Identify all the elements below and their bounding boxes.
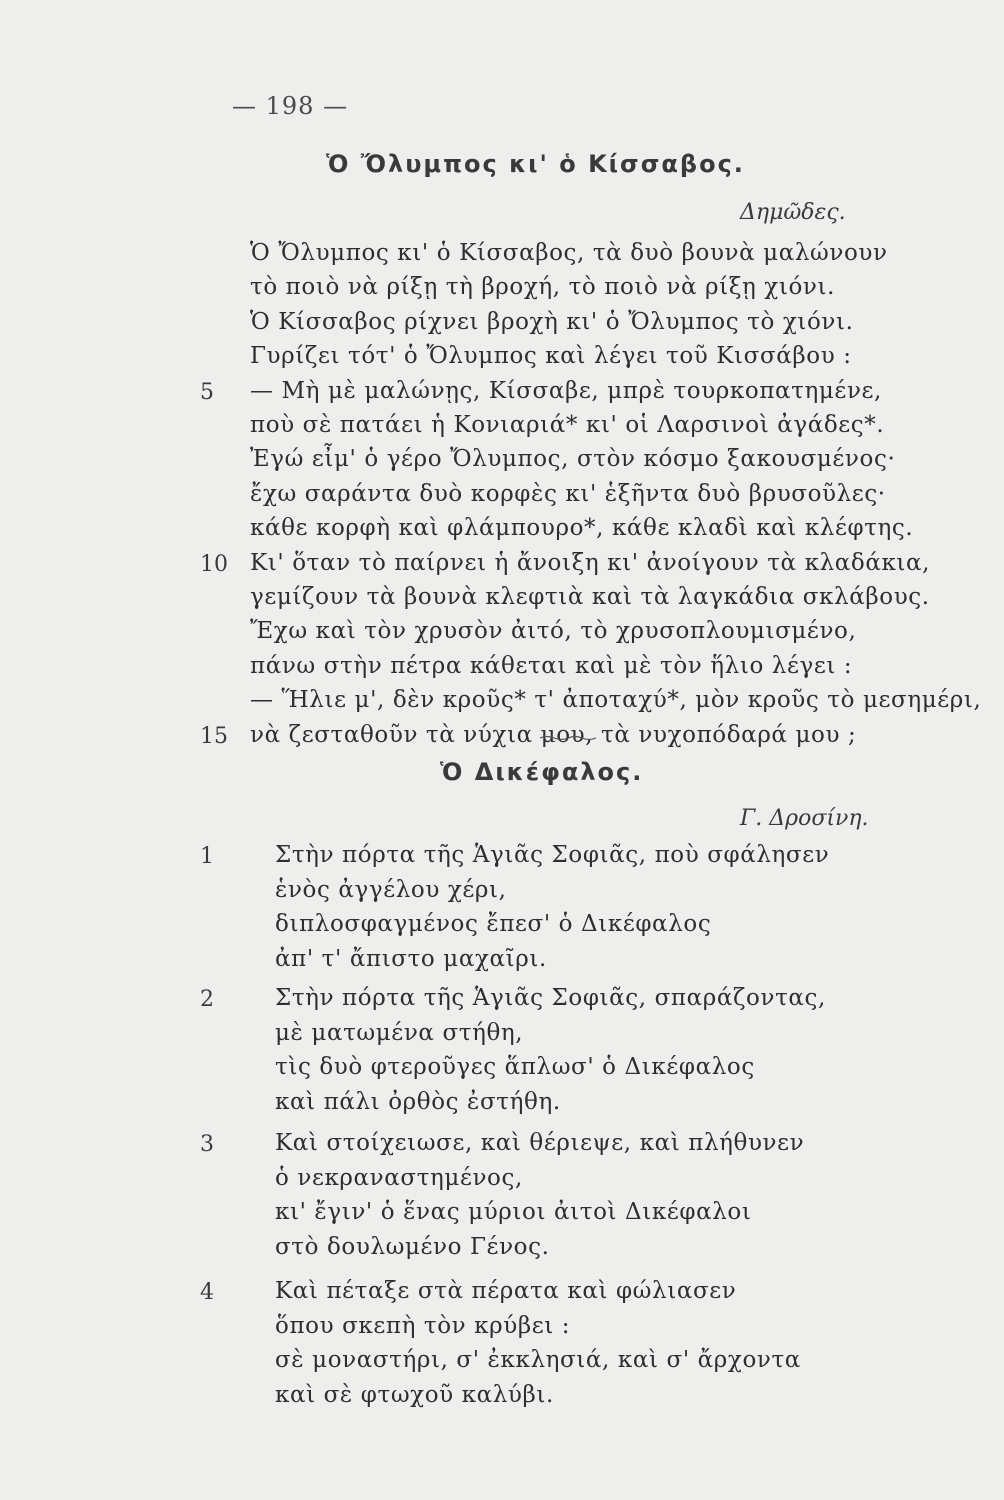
poem2-line: Στὴν πόρτα τῆς Ἁγιᾶς Σοφιᾶς, σπαράζοντας, [275,985,826,1011]
poem2-attribution: Γ. Δροσίνη. [740,806,869,831]
poem2-line: Καὶ στοίχειωσε, καὶ θέριεψε, καὶ πλήθυνεν [275,1130,805,1156]
poem1-line: τὸ ποιὸ νὰ ρίξῃ τὴ βροχή, τὸ ποιὸ νὰ ρίξῃ χιόνι. [250,274,836,301]
poem2-line: ἀπ' τ' ἄπιστο μαχαῖρι. [275,945,547,972]
poem2-line: Καὶ πέταξε στὰ πέρατα καὶ φώλιασεν [275,1278,737,1304]
poem1-line: ποὺ σὲ πατάει ἡ Κονιαριά* κι' οἱ Λαρσινοὶ ἀγάδες*. [250,412,885,438]
poem1-line: Κι' ὅταν τὸ παίρνει ἡ ἄνοιξη κι' ἀνοίγουν τὰ κλαδάκια, [250,549,931,576]
stanza-number: 3 [200,1132,214,1157]
poem1-title: Ὁ Ὄλυμπος κι' ὁ Κίσσαβος. [326,150,745,178]
poem1-line: Ἐγώ εἶμ' ὁ γέρο Ὄλυμπος, στὸν κόσμο ξακουσμένος· [250,446,896,473]
page-number: — 198 — [232,92,349,120]
poem2-line: μὲ ματωμένα στήθη, [275,1019,524,1046]
stanza-number: 4 [200,1280,214,1305]
poem1-attribution: Δημῶδες. [740,200,846,225]
poem2-line: στὸ δουλωμένο Γένος. [275,1233,550,1260]
poem1-line-number: 5 [200,379,214,405]
poem2-title: Ὁ Δικέφαλος. [440,758,644,786]
poem2-line: σὲ μοναστήρι, σ' ἐκκλησιά, καὶ σ' ἄρχοντα [275,1347,801,1373]
poem1-line: κάθε κορφὴ καὶ φλάμπουρο*, κάθε κλαδὶ καὶ κλέφτης. [250,515,914,542]
poem2-line: ὁ νεκραναστημένος, [275,1164,523,1191]
poem1-line: — Ἥλιε μ', δὲν κροῦς* τ' ἀποταχύ*, μὸν κροῦς τὸ μεσημέρι, [250,687,982,714]
poem1-line: Ἔχω καὶ τὸν χρυσὸν ἀιτό, τὸ χρυσοπλουμισμένο, [250,618,857,645]
poem1-line-number: 15 [200,723,228,749]
poem1-line: Ὁ Κίσσαβος ρίχνει βροχὴ κι' ὁ Ὄλυμπος τὸ χιόνι. [250,308,854,335]
stanza-number: 1 [200,844,214,869]
section-separator [540,735,596,739]
poem1-line-number: 10 [200,551,228,577]
poem2-line: ὅπου σκεπὴ τὸν κρύβει : [275,1312,571,1339]
poem2-line: κι' ἔγιν' ὁ ἕνας μύριοι ἀιτοὶ Δικέφαλοι [275,1199,752,1225]
poem1-line: ἔχω σαράντα δυὸ κορφὲς κι' ἑξῆντα δυὸ βρυσοῦλες· [250,480,886,507]
poem2-line: Στὴν πόρτα τῆς Ἁγιᾶς Σοφιᾶς, ποὺ σφάλησεν [275,842,830,868]
poem2-line: καὶ σὲ φτωχοῦ καλύβι. [275,1381,554,1408]
poem1-line: πάνω στὴν πέτρα κάθεται καὶ μὲ τὸν ἥλιο λέγει : [250,652,853,679]
poem1-line: γεμίζουν τὰ βουνὰ κλεφτιὰ καὶ τὰ λαγκάδια σκλάβους. [250,584,930,610]
poem2-line: διπλοσφαγμένος ἔπεσ' ὁ Δικέφαλος [275,911,712,937]
poem1-line: νὰ ζεσταθοῦν τὰ νύχια μου, τὰ νυχοπόδαρά μου ; [250,721,857,748]
poem1-line: Γυρίζει τότ' ὁ Ὄλυμπος καὶ λέγει τοῦ Κισσάβου : [250,343,852,370]
poem2-line: τὶς δυὸ φτεροῦγες ἅπλωσ' ὁ Δικέφαλος [275,1054,755,1080]
poem2-line: ἑνὸς ἀγγέλου χέρι, [275,876,507,903]
poem2-line: καὶ πάλι ὀρθὸς ἐστήθη. [275,1088,561,1115]
poem1-line: Ὁ Ὄλυμπος κι' ὁ Κίσσαβος, τὰ δυὸ βουνὰ μαλώνουν [250,240,888,266]
stanza-number: 2 [200,987,214,1012]
poem1-line: — Μὴ μὲ μαλώνῃς, Κίσσαβε, μπρὲ τουρκοπατημένε, [250,377,882,404]
